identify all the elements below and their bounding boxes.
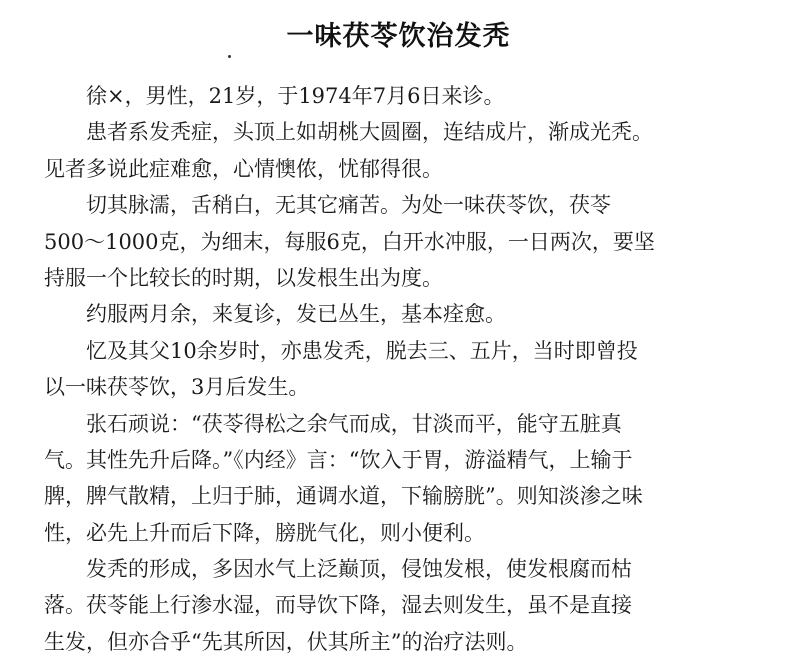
text-line: 气。其性先升后降。”《内经》言：“饮入于胃，游溢精气，上输于 [44,447,633,472]
text-line: 张石顽说：“茯苓得松之余气而成，甘淡而平，能守五脏真 [86,411,622,436]
text-line: 持服一个比较长的时期，以发根生出为度。 [44,265,443,290]
text-line: 忆及其父10余岁时，亦患发秃，脱去三、五片，当时即曾投 [86,338,638,363]
text-line: 切其脉濡，舌稍白，无其它痛苦。为处一味茯苓饮，茯苓 [86,193,611,218]
text-line: 落。茯苓能上行渗水湿，而导饮下降，湿去则发生，虽不是直接 [44,593,632,618]
print-speck [228,55,231,58]
text-line: 以一味茯苓饮，3月后发生。 [44,375,310,400]
text-line: 约服两月余，来复诊，发已丛生，基本痊愈。 [86,302,506,327]
text-line: 脾，脾气散精，上归于肺，通调水道，下输膀胱”。则知淡渗之味 [44,484,643,509]
article-body [44,78,779,660]
text-line: 生发，但亦合乎“先其所因，伏其所主”的治疗法则。 [44,629,528,654]
text-line: 500～1000克，为细末，每服6克，白开水冲服，一日两次，要坚 [44,229,655,254]
text-line: 发秃的形成，多因水气上泛巅顶，侵蚀发根，使发根腐而枯 [86,557,632,582]
text-line: 患者系发秃症，头顶上如胡桃大圆圈，连结成片，渐成光秃。 [86,120,653,145]
article-title: 一味茯苓饮治发秃 [286,21,511,52]
text-line: 徐×，男性，21岁，于1974年7月6日来诊。 [86,84,505,108]
text-line: 性，必先上升而后下降，膀胱气化，则小便利。 [44,520,485,545]
text-line: 见者多说此症难愈，心情懊侬，忧郁得很。 [44,156,443,181]
